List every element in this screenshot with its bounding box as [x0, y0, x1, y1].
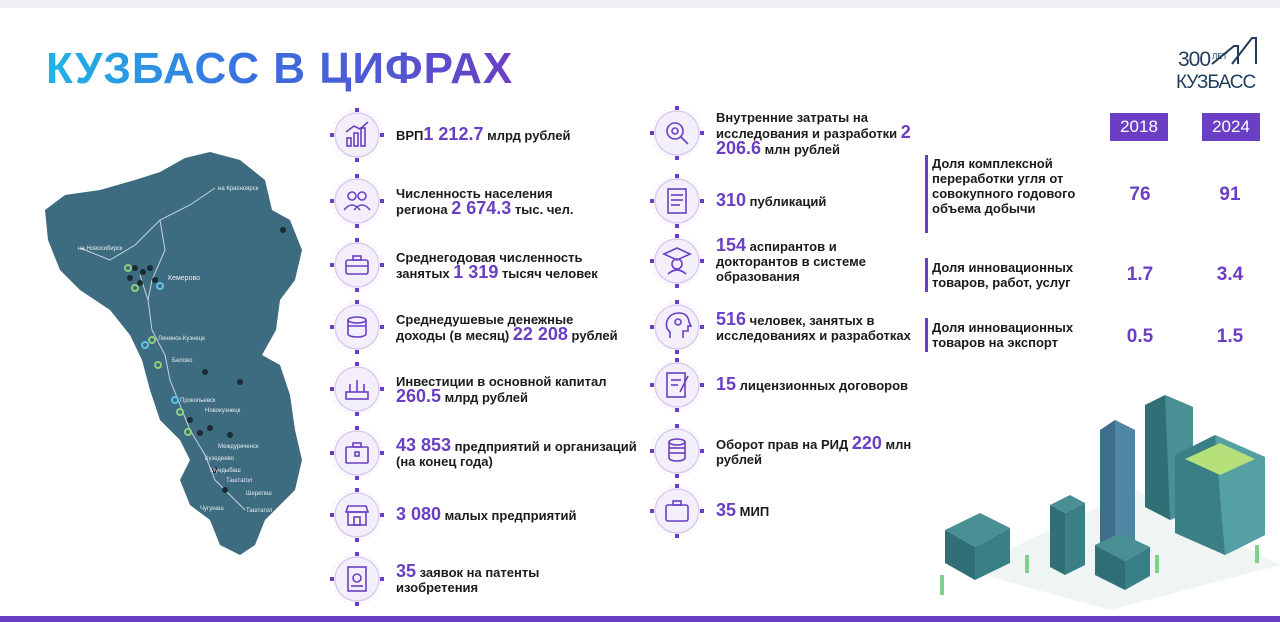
col2-stat-1 [650, 174, 916, 228]
stat-text [716, 235, 916, 284]
stat-text [396, 434, 646, 469]
col1-stat-1 [330, 174, 606, 228]
stat-value: 154 [716, 235, 747, 255]
investment-icon [330, 362, 384, 416]
stat-text [396, 312, 626, 343]
city-illustration [935, 395, 1280, 615]
stat-prefix: Численность населения региона [396, 185, 553, 217]
stat-suffix: МИП [736, 504, 770, 519]
stat-value: 1 212.7 [423, 124, 484, 144]
head-gear-icon [650, 300, 704, 354]
page-title: КУЗБАСС В ЦИФРАХ [46, 44, 514, 93]
stat-suffix: тыс. чел. [511, 201, 574, 217]
stat-prefix: ВРП [396, 128, 424, 143]
label-novosibirsk: на Новосибирск [78, 246, 123, 252]
label-tashtagol: Таштагол [226, 478, 253, 484]
top-strip [0, 0, 1280, 8]
stat-prefix: Оборот прав на РИД [716, 436, 852, 452]
people-icon [330, 174, 384, 228]
col2-stat-0 [650, 106, 916, 160]
value-export-2024: 1.5 [1216, 326, 1244, 347]
stat-value: 2 674.3 [451, 197, 512, 218]
label-prokopyevsk: Прокопьевск [180, 398, 216, 404]
stat-prefix: Внутренние затраты на исследования и разработки [716, 109, 901, 141]
stat-suffix: млрд рублей [441, 389, 529, 405]
year-2024-header: 2024 [1202, 113, 1260, 141]
stat-text [716, 308, 916, 343]
stat-suffix: публикаций [746, 194, 827, 209]
stat-text [396, 186, 606, 217]
col1-stat-7 [330, 552, 596, 606]
coins-icon [330, 300, 384, 354]
label-kemerovo: Кемерово [168, 275, 200, 282]
case-icon [330, 426, 384, 480]
col1-stat-0 [330, 108, 626, 162]
label-belovo: Белово [172, 358, 193, 364]
stat-suffix: млн рублей [716, 436, 912, 467]
stat-suffix: рублей [567, 327, 618, 343]
stat-suffix: млрд рублей [483, 128, 571, 143]
row-label-innov-export: Доля инновационных товаров на экспорт [932, 320, 1074, 350]
shop-icon [330, 488, 384, 542]
label-tashtagol2: Таштагол [246, 508, 273, 514]
label-sheregesh: Шерегеш [246, 491, 272, 497]
col1-stat-2 [330, 238, 626, 292]
stat-text [716, 190, 916, 210]
logo-300-kuzbass [1176, 34, 1268, 98]
logo-line2: КУЗБАСС [1176, 72, 1256, 93]
stat-prefix: Среднедушевые денежные доходы (в месяц) [396, 311, 574, 343]
coin-stack-icon [650, 424, 704, 478]
stat-prefix: Инвестиции в основной капитал [396, 373, 607, 389]
row-accent-bar [925, 318, 928, 352]
stat-text [396, 374, 636, 405]
stat-suffix: заявок на патенты изобретения [396, 564, 540, 595]
stat-suffix: лицензионных договоров [736, 378, 909, 393]
col2-stat-4 [650, 358, 916, 412]
value-coal-2024: 91 [1219, 184, 1241, 205]
row-accent-bar [925, 155, 928, 233]
col2-stat-5 [650, 424, 916, 478]
col1-stat-5 [330, 426, 646, 480]
stat-suffix: аспирантов и докторантов в системе образования [716, 239, 866, 284]
label-novokuznetsk: Новокузнецк [205, 408, 241, 414]
stat-suffix: млн рублей [761, 141, 841, 157]
stat-value: 516 [716, 308, 747, 329]
contract-icon [650, 358, 704, 412]
stat-text [396, 504, 596, 524]
value-export-2018: 0.5 [1126, 326, 1154, 347]
col1-stat-3 [330, 300, 626, 354]
year-2018-header: 2018 [1110, 113, 1168, 141]
col2-stat-2 [650, 234, 916, 288]
row-label-innov-goods: Доля инновационных товаров, работ, услуг [932, 260, 1074, 290]
stat-value: 260.5 [396, 385, 442, 406]
graduate-icon [650, 234, 704, 288]
stat-value: 35 [716, 500, 737, 520]
stat-prefix: Среднегодовая численность занятых [396, 249, 583, 281]
value-innov-2024: 3.4 [1216, 264, 1244, 285]
certificate-icon [330, 552, 384, 606]
bar-chart-icon [330, 108, 384, 162]
stat-value: 35 [396, 560, 417, 581]
briefcase-icon [330, 238, 384, 292]
row-label-coal: Доля комплексной переработки угля от совокупного годового объема добычи [932, 156, 1076, 216]
label-krasnoyarsk: на Красноярск [218, 186, 259, 192]
stat-value: 310 [716, 190, 747, 210]
label-myski: Мундыбаш [210, 468, 241, 474]
stat-suffix: человек, занятых в исследованиях и разработках [716, 312, 911, 343]
col2-stat-6 [650, 484, 916, 538]
stat-value: 3 080 [396, 504, 442, 524]
research-icon [650, 106, 704, 160]
stat-text [396, 250, 626, 281]
logo-small: ЛЕТ [1212, 52, 1228, 61]
value-coal-2018: 76 [1129, 184, 1151, 205]
stat-suffix: предприятий и организаций (на конец года) [396, 438, 637, 469]
stat-text [396, 560, 596, 595]
stat-value: 2 206.6 [716, 121, 911, 158]
stat-value: 1 319 [453, 261, 499, 282]
stat-value: 15 [716, 374, 737, 394]
col1-stat-6 [330, 488, 596, 542]
region-map [40, 150, 310, 560]
bottom-strip [0, 616, 1280, 622]
value-innov-2018: 1.7 [1126, 264, 1154, 285]
col1-stat-4 [330, 362, 636, 416]
stat-value: 220 [851, 432, 882, 453]
label-kuzedeevo: Кузедеево [205, 456, 235, 462]
label-chugunash: Чугунаш [200, 506, 224, 512]
label-mezhdurechensk: Междуреченск [218, 444, 259, 450]
document-icon [650, 174, 704, 228]
stat-text [716, 374, 916, 394]
stat-text [396, 124, 626, 144]
suitcase-icon [650, 484, 704, 538]
logo-line1: 300 [1178, 48, 1211, 71]
stat-value: 22 208 [512, 323, 568, 344]
stat-text [716, 432, 916, 467]
stat-suffix: тысяч человек [498, 265, 598, 281]
label-leninsk: Ленинск-Кузнецк [158, 336, 205, 342]
row-accent-bar [925, 258, 928, 292]
stat-text [716, 500, 916, 520]
stat-value: 43 853 [396, 434, 452, 455]
stat-suffix: малых предприятий [441, 508, 577, 523]
col2-stat-3 [650, 300, 916, 354]
stat-text [716, 110, 916, 157]
